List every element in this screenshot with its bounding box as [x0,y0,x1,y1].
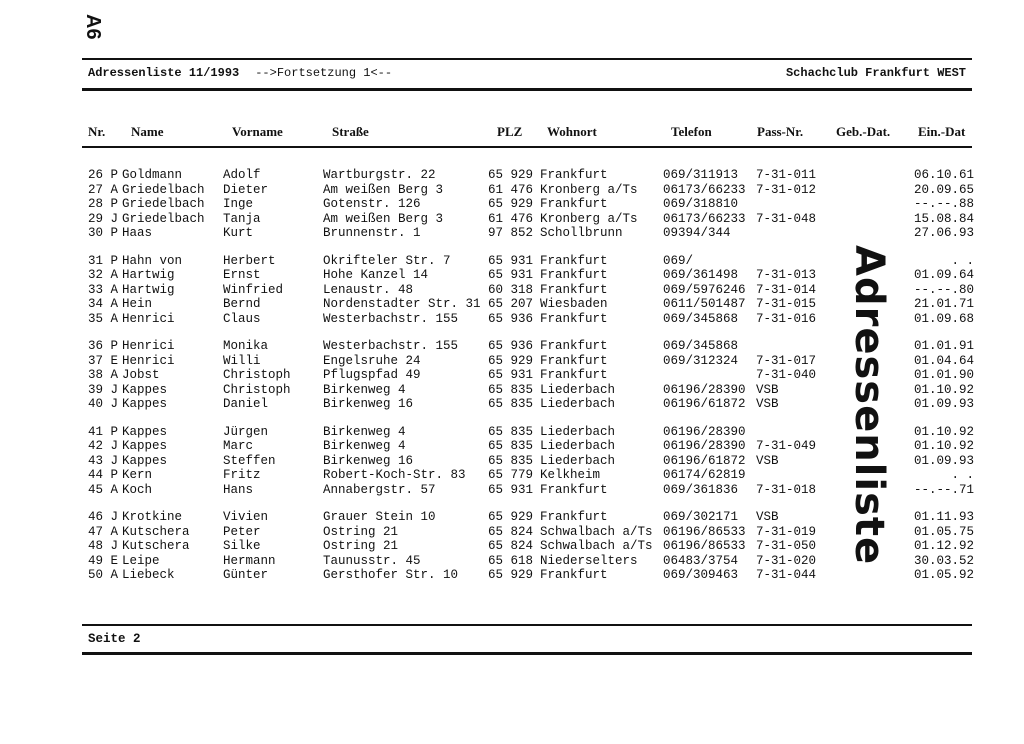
row-plz: 65 835 [488,439,534,453]
row-vorname: Hermann [223,553,276,568]
row-vorname: Marc [223,439,254,453]
col-name: Name [131,124,164,139]
col-nr: Nr. [88,124,106,139]
row-plz: 65 835 [488,453,534,468]
row-name: Kutschera [122,524,190,539]
row-ein-dat: 01.10.92 [913,424,974,439]
col-plz: PLZ [497,124,523,139]
row-plz: 65 835 [488,397,534,411]
row-wohnort: Frankfurt [540,568,608,582]
row-pass-nr: 7-31-050 [756,539,817,553]
row-strasse: Wartburgstr. 22 [323,168,436,182]
row-vorname: Bernd [223,297,261,311]
row-strasse: Annabergstr. 57 [323,482,436,497]
header-left [88,66,392,80]
row-vorname: Winfried [223,282,284,297]
row-plz: 65 929 [488,568,534,582]
row-strasse: Grauer Stein 10 [323,510,436,524]
row-vorname: Inge [223,197,254,211]
row-vorname: Daniel [223,397,269,411]
row-plz: 65 207 [488,297,534,311]
row-ein-dat: . . [951,253,974,268]
row-plz: 65 835 [488,424,534,439]
row-telefon: 069/311913 [663,168,739,182]
row-ein-dat: 01.10.92 [913,382,974,397]
row-strasse: Westerbachstr. 155 [323,311,459,326]
row-telefon: 06196/28390 [663,382,746,397]
row-strasse: Pflugspfad 49 [323,368,421,382]
col-wohnort: Wohnort [547,124,597,139]
row-pass-nr: 7-31-011 [756,168,817,182]
row-wohnort: Kelkheim [540,468,601,482]
row-wohnort: Kronberg a/Ts [540,182,638,197]
row-telefon: 069/361836 [663,482,739,497]
row-wohnort: Wiesbaden [540,297,608,311]
row-name: Kappes [122,397,168,411]
header-rule [82,88,972,91]
row-nr: 45 A [88,482,119,497]
row-wohnort: Frankfurt [540,282,608,297]
row-wohnort: Frankfurt [540,253,608,268]
row-pass-nr: 7-31-040 [756,368,817,382]
row-plz: 61 476 [488,182,534,197]
row-strasse: Birkenweg 4 [323,382,406,397]
row-vorname: Kurt [223,226,254,240]
row-telefon: 09394/344 [663,226,731,240]
row-telefon: 069/312324 [663,353,739,368]
row-vorname: Vivien [223,510,269,524]
row-nr: 31 P [88,253,119,268]
page-number: Seite 2 [88,632,141,646]
row-nr: 36 P [88,339,119,353]
row-telefon: 06196/28390 [663,439,746,453]
top-rule [82,58,972,60]
row-telefon: 069/345868 [663,339,739,353]
row-vorname: Adolf [223,168,261,182]
row-wohnort: Schwalbach a/Ts [540,539,653,553]
row-wohnort: Frankfurt [540,510,608,524]
col-ein-dat: Ein.-Dat [918,124,966,139]
row-wohnort: Frankfurt [540,482,608,497]
row-ein-dat: 01.11.93 [913,510,974,524]
row-strasse: Ostring 21 [323,539,399,553]
row-strasse: Am weißen Berg 3 [323,211,444,226]
col-vorname: Vorname [232,124,283,139]
row-ein-dat: 01.01.90 [913,368,974,382]
col-strasse: Straße [332,124,369,139]
row-wohnort: Frankfurt [540,339,608,353]
row-pass-nr: 7-31-048 [756,211,817,226]
row-strasse: Am weißen Berg 3 [323,182,444,197]
row-name: Haas [122,226,153,240]
row-ein-dat: 27.06.93 [913,226,974,240]
row-pass-nr: 7-31-020 [756,553,817,568]
row-strasse: Birkenweg 4 [323,424,406,439]
row-wohnort: Frankfurt [540,268,608,282]
row-nr: 41 P [88,424,119,439]
row-nr: 37 E [88,353,119,368]
row-vorname: Tanja [223,211,261,226]
continuation-note: -->Fortsetzung 1<-- [255,66,393,80]
page-code: A6 [82,14,104,40]
row-wohnort: Frankfurt [540,311,608,326]
row-nr: 33 A [88,282,119,297]
row-strasse: Okrifteler Str. 7 [323,253,451,268]
row-nr: 27 A [88,182,119,197]
row-plz: 97 852 [488,226,534,240]
row-telefon: 06196/86533 [663,539,746,553]
table-row [0,226,1024,240]
adressenliste-stamp: Adressenliste [846,245,892,566]
row-ein-dat: --.--.88 [913,197,974,211]
row-telefon: 069/ [663,253,694,268]
row-nr: 29 J [88,211,119,226]
row-ein-dat: 06.10.61 [913,168,974,182]
row-name: Griedelbach [122,182,205,197]
row-telefon: 06196/61872 [663,397,746,411]
row-nr: 48 J [88,539,119,553]
row-name: Kappes [122,439,168,453]
row-ein-dat: 21.01.71 [913,297,974,311]
row-name: Griedelbach [122,197,205,211]
row-pass-nr: VSB [756,397,779,411]
row-ein-dat: 01.09.68 [913,311,974,326]
row-ein-dat: 30.03.52 [913,553,974,568]
row-telefon: 069/345868 [663,311,739,326]
row-telefon: 06483/3754 [663,553,739,568]
row-ein-dat: . . [951,468,974,482]
row-wohnort: Liederbach [540,424,616,439]
row-telefon: 06173/66233 [663,211,746,226]
col-pass-nr: Pass-Nr. [757,124,804,139]
row-wohnort: Frankfurt [540,168,608,182]
row-ein-dat: 01.12.92 [913,539,974,553]
col-telefon: Telefon [671,124,712,139]
row-strasse: Birkenweg 4 [323,439,406,453]
row-plz: 65 929 [488,197,534,211]
row-telefon: 069/309463 [663,568,739,582]
row-telefon: 06196/28390 [663,424,746,439]
row-nr: 28 P [88,197,119,211]
col-geb-dat: Geb.-Dat. [836,124,891,139]
club-name: Schachclub Frankfurt WEST [785,66,966,80]
row-vorname: Hans [223,482,254,497]
row-plz: 61 476 [488,211,534,226]
row-strasse: Nordenstadter Str. 31 [323,297,481,311]
row-nr: 47 A [88,524,119,539]
row-name: Liebeck [122,568,175,582]
row-wohnort: Liederbach [540,453,616,468]
row-vorname: Dieter [223,182,269,197]
row-ein-dat: 15.08.84 [913,211,974,226]
row-nr: 39 J [88,382,119,397]
row-telefon: 069/302171 [663,510,739,524]
row-nr: 50 A [88,568,119,582]
row-strasse: Brunnenstr. 1 [323,226,421,240]
footer-top-rule [82,624,972,626]
row-vorname: Peter [223,524,261,539]
row-vorname: Claus [223,311,261,326]
row-nr: 44 P [88,468,119,482]
row-name: Hahn von [122,253,183,268]
row-nr: 32 A [88,268,119,282]
row-plz: 65 931 [488,368,534,382]
row-strasse: Lenaustr. 48 [323,282,414,297]
table-row [0,212,1024,226]
row-ein-dat: 01.04.64 [913,353,974,368]
row-plz: 65 929 [488,510,534,524]
row-ein-dat: 01.09.93 [913,453,974,468]
row-pass-nr: 7-31-049 [756,439,817,453]
table-row [0,568,1024,582]
row-ein-dat: 20.09.65 [913,182,974,197]
row-wohnort: Liederbach [540,382,616,397]
row-vorname: Steffen [223,453,276,468]
row-telefon: 06174/62819 [663,468,746,482]
row-plz: 65 929 [488,353,534,368]
row-ein-dat: 01.10.92 [913,439,974,453]
row-vorname: Jürgen [223,424,269,439]
row-vorname: Monika [223,339,269,353]
row-name: Kutschera [122,539,190,553]
row-strasse: Robert-Koch-Str. 83 [323,468,466,482]
row-wohnort: Liederbach [540,439,616,453]
row-name: Henrici [122,311,175,326]
row-name: Kappes [122,382,168,397]
row-telefon: 06173/66233 [663,182,746,197]
row-name: Hein [122,297,153,311]
row-ein-dat: 01.01.91 [913,339,974,353]
row-plz: 65 936 [488,339,534,353]
row-telefon: 06196/86533 [663,524,746,539]
row-ein-dat: 01.05.75 [913,524,974,539]
column-header-rule [82,146,972,148]
row-nr: 26 P [88,168,119,182]
row-pass-nr: 7-31-014 [756,282,817,297]
row-wohnort: Niederselters [540,553,638,568]
row-vorname: Herbert [223,253,276,268]
row-strasse: Gersthofer Str. 10 [323,568,459,582]
row-nr: 38 A [88,368,119,382]
row-nr: 43 J [88,453,119,468]
row-wohnort: Schollbrunn [540,226,623,240]
row-telefon: 0611/501487 [663,297,746,311]
row-name: Griedelbach [122,211,205,226]
row-name: Koch [122,482,153,497]
row-telefon: 06196/61872 [663,453,746,468]
row-pass-nr: 7-31-015 [756,297,817,311]
row-strasse: Ostring 21 [323,524,399,539]
row-pass-nr: 7-31-018 [756,482,817,497]
row-ein-dat: --.--.80 [913,282,974,297]
row-telefon: 069/5976246 [663,282,746,297]
row-nr: 42 J [88,439,119,453]
row-ein-dat: 01.09.64 [913,268,974,282]
row-plz: 65 618 [488,553,534,568]
row-nr: 40 J [88,397,119,411]
row-name: Kappes [122,453,168,468]
row-ein-dat: 01.09.93 [913,397,974,411]
row-plz: 65 931 [488,268,534,282]
row-pass-nr: VSB [756,382,779,397]
row-nr: 35 A [88,311,119,326]
row-plz: 65 779 [488,468,534,482]
row-name: Goldmann [122,168,183,182]
row-vorname: Willi [223,353,261,368]
row-vorname: Ernst [223,268,261,282]
row-name: Kern [122,468,153,482]
row-name: Henrici [122,339,175,353]
row-plz: 65 936 [488,311,534,326]
row-wohnort: Frankfurt [540,368,608,382]
row-vorname: Günter [223,568,269,582]
table-row [0,183,1024,197]
table-row [0,197,1024,211]
row-ein-dat: --.--.71 [913,482,974,497]
list-title: Adressenliste 11/1993 [88,66,240,80]
row-plz: 65 931 [488,253,534,268]
table-row [0,168,1024,182]
footer-bottom-rule [82,652,972,655]
row-nr: 46 J [88,510,119,524]
row-strasse: Hohe Kanzel 14 [323,268,429,282]
row-nr: 30 P [88,226,119,240]
row-nr: 49 E [88,553,119,568]
row-strasse: Gotenstr. 126 [323,197,421,211]
row-plz: 65 835 [488,382,534,397]
row-pass-nr: VSB [756,510,779,524]
row-wohnort: Frankfurt [540,197,608,211]
row-vorname: Christoph [223,368,291,382]
row-vorname: Silke [223,539,261,553]
row-name: Hartwig [122,282,175,297]
row-telefon: 069/318810 [663,197,739,211]
row-strasse: Engelsruhe 24 [323,353,421,368]
row-pass-nr: 7-31-044 [756,568,817,582]
row-strasse: Birkenweg 16 [323,453,414,468]
row-strasse: Taunusstr. 45 [323,553,421,568]
row-vorname: Christoph [223,382,291,397]
row-name: Krotkine [122,510,183,524]
row-strasse: Westerbachstr. 155 [323,339,459,353]
row-pass-nr: VSB [756,453,779,468]
row-plz: 60 318 [488,282,534,297]
row-plz: 65 824 [488,524,534,539]
row-pass-nr: 7-31-017 [756,353,817,368]
row-wohnort: Liederbach [540,397,616,411]
row-name: Kappes [122,424,168,439]
row-name: Henrici [122,353,175,368]
row-pass-nr: 7-31-013 [756,268,817,282]
row-wohnort: Schwalbach a/Ts [540,524,653,539]
row-ein-dat: 01.05.92 [913,568,974,582]
row-pass-nr: 7-31-016 [756,311,817,326]
row-name: Jobst [122,368,160,382]
row-wohnort: Frankfurt [540,353,608,368]
row-name: Leipe [122,553,160,568]
row-nr: 34 A [88,297,119,311]
row-pass-nr: 7-31-012 [756,182,817,197]
row-vorname: Fritz [223,468,261,482]
row-wohnort: Kronberg a/Ts [540,211,638,226]
row-pass-nr: 7-31-019 [756,524,817,539]
row-plz: 65 929 [488,168,534,182]
row-strasse: Birkenweg 16 [323,397,414,411]
row-plz: 65 931 [488,482,534,497]
row-plz: 65 824 [488,539,534,553]
row-telefon: 069/361498 [663,268,739,282]
row-name: Hartwig [122,268,175,282]
